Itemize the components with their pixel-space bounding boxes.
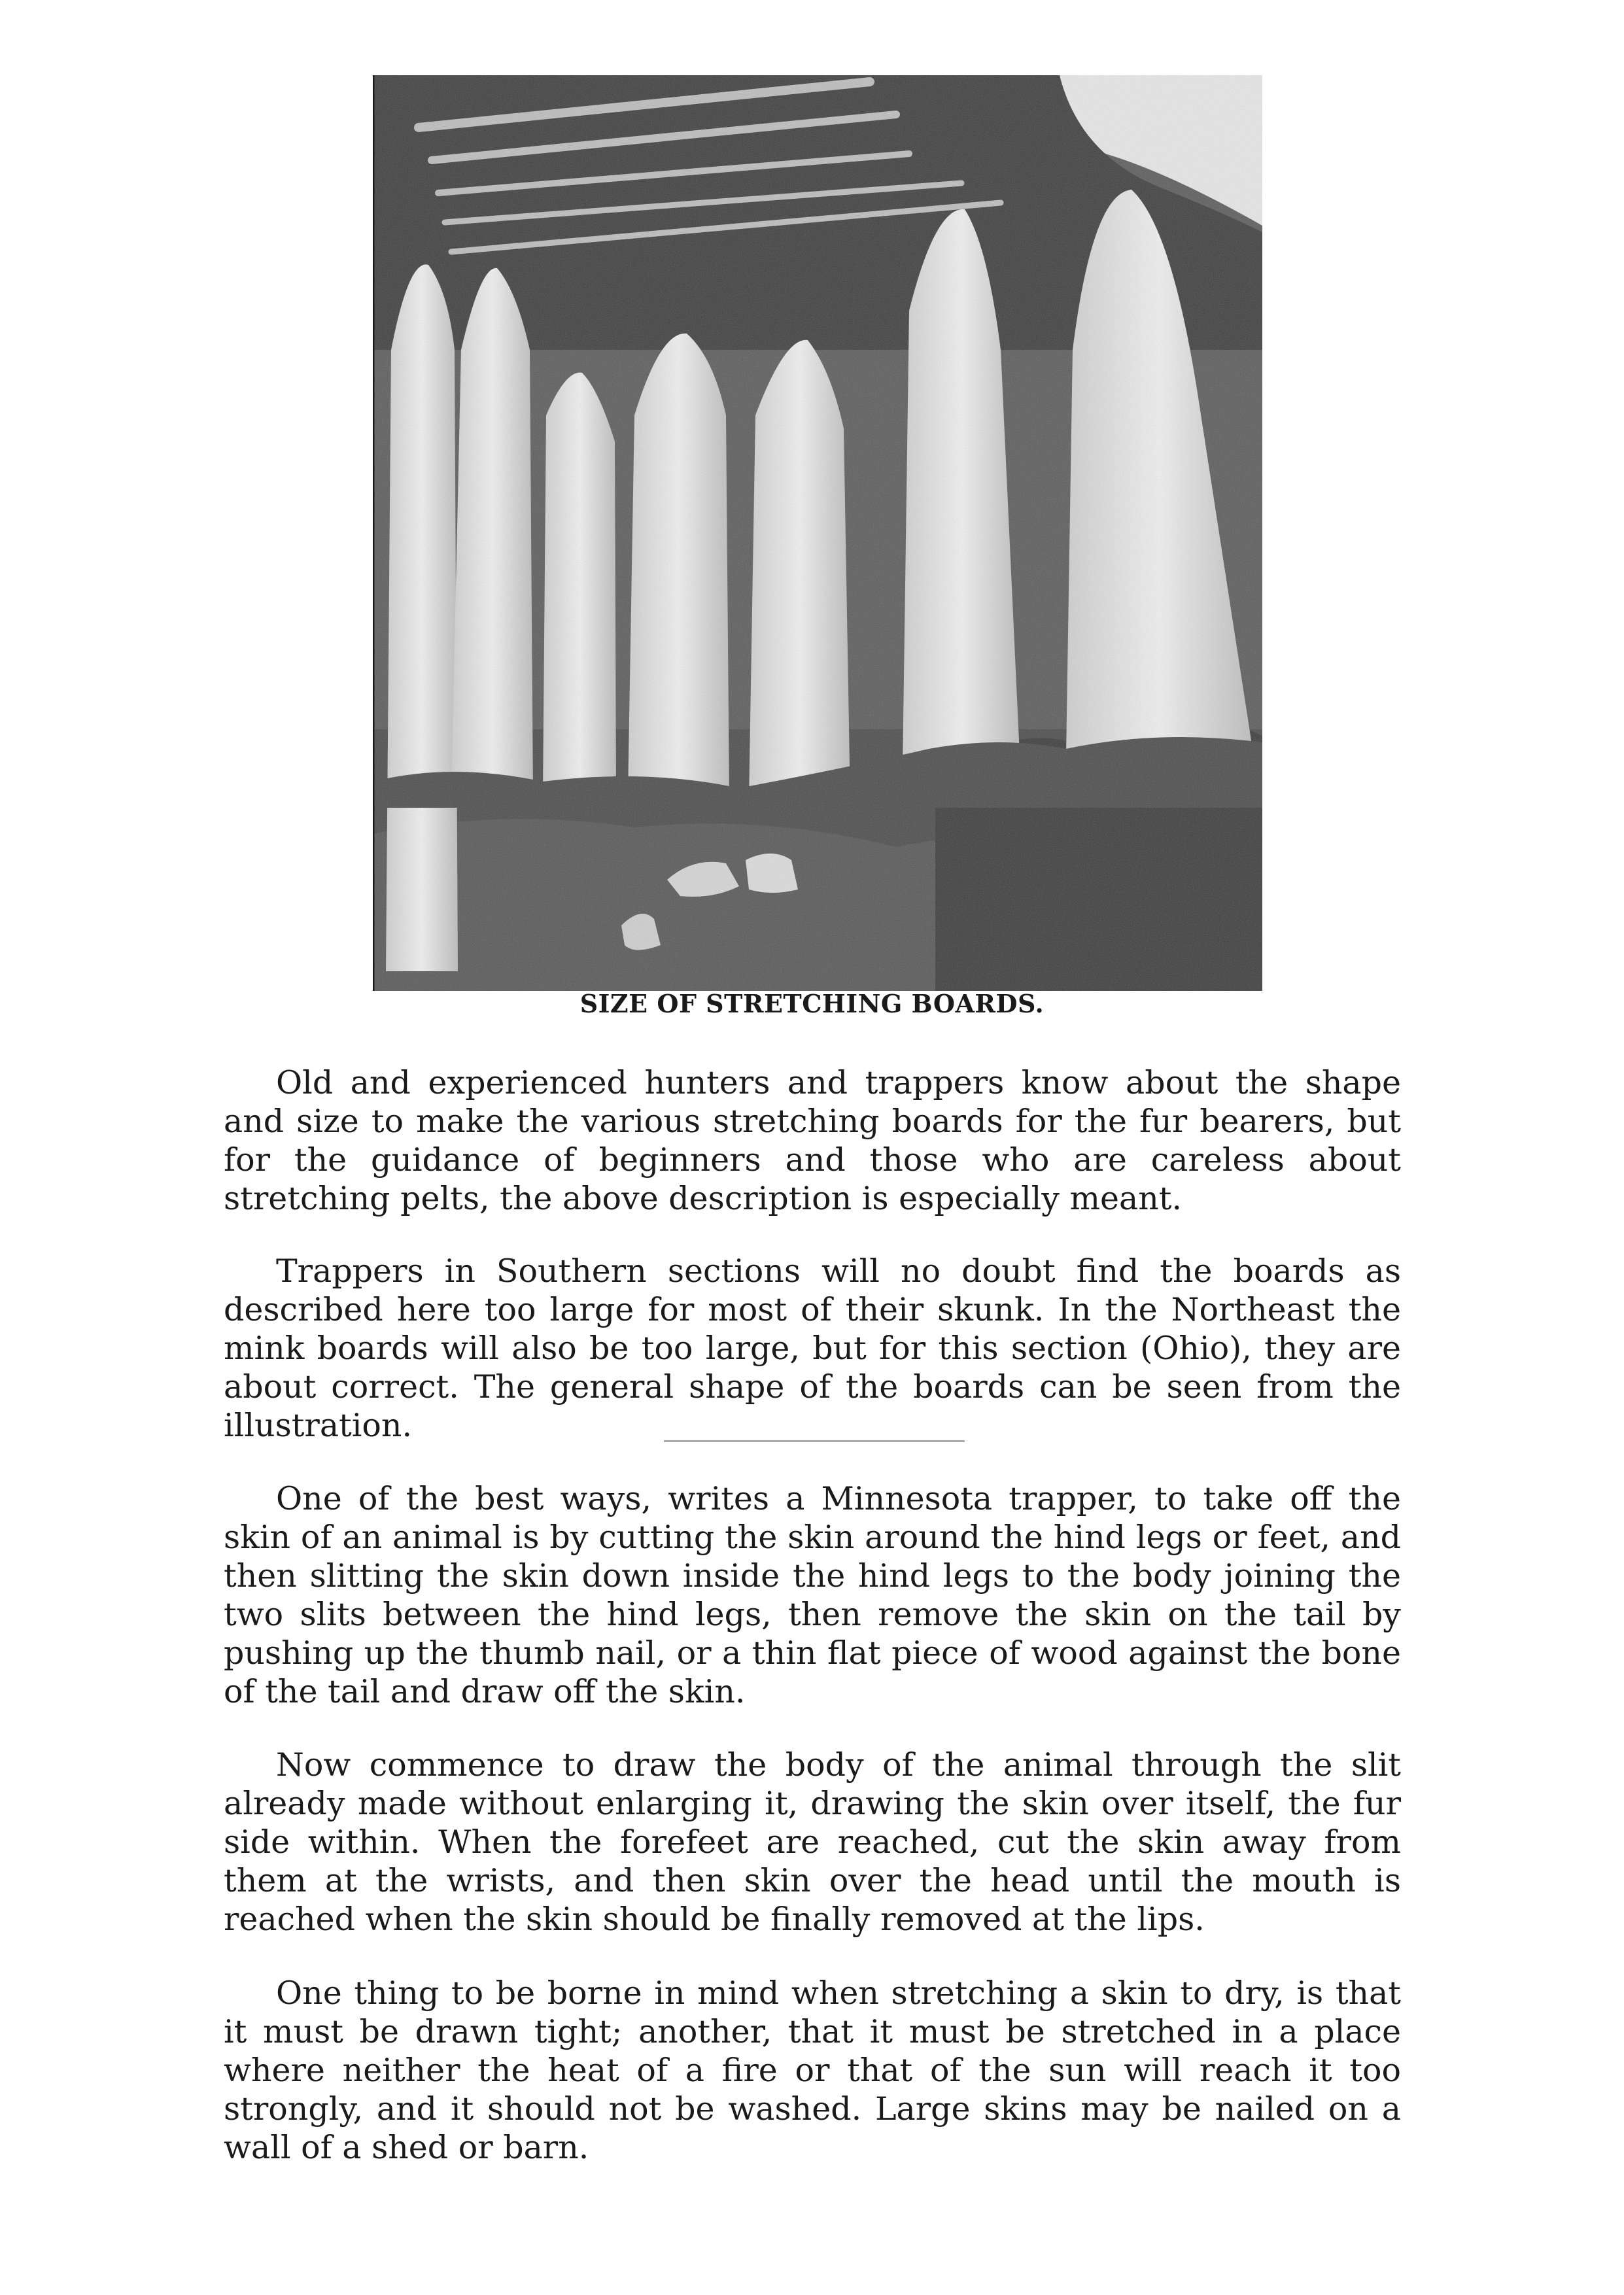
paragraph-stretching-boards bbox=[224, 1063, 1401, 1218]
section-divider bbox=[664, 1440, 965, 1442]
stretching-boards-photo bbox=[373, 75, 1262, 991]
paragraph-skinning-method bbox=[224, 1479, 1401, 1711]
figure-caption: SIZE OF STRETCHING BOARDS. bbox=[579, 989, 1045, 1018]
paragraph-board-sizes bbox=[224, 1252, 1401, 1445]
paragraph-text: One thing to be borne in mind when stretching a skin to dry, is that it must be drawn tight; another, that it must be stretched in a place where neither the heat of a fire or that of the sun will reach it too strongly, and it should not be washed. Large skins may be nailed on a wall of a shed or barn. bbox=[224, 1975, 1401, 2166]
paragraph-text: Trappers in Southern sections will no doubt find the boards as described here too large for most of their skunk. In the Northeast the mink boards will also be too large, but for this section (Ohio), they are about correct. The general shape of the boards can be seen from the illustration. bbox=[224, 1252, 1401, 1444]
paragraph-text: Old and experienced hunters and trappers know about the shape and size to make the various stretching boards for the fur bearers, but for the guidance of beginners and those who are careless about stretching pelts, the above description is especially meant. bbox=[224, 1064, 1401, 1217]
paragraph-drawing-body bbox=[224, 1746, 1401, 1939]
paragraph-drying-skin bbox=[224, 1974, 1401, 2167]
paragraph-text: One of the best ways, writes a Minnesota trapper, to take off the skin of an animal is by cutting the skin around the hind legs or feet, and then slitting the skin down inside the hind legs to the body joining the two slits between the hind legs, then remove the skin on the tail by pushing up the thumb nail, or a thin flat piece of wood against the bone of the tail and draw off the skin. bbox=[224, 1480, 1401, 1710]
paragraph-text: Now commence to draw the body of the animal through the slit already made without enlarging it, drawing the skin over itself, the fur side within. When the forefeet are reached, cut the skin away from them at the wrists, and then skin over the head until the mouth is reached when the skin should be finally removed at the lips. bbox=[224, 1746, 1401, 1938]
